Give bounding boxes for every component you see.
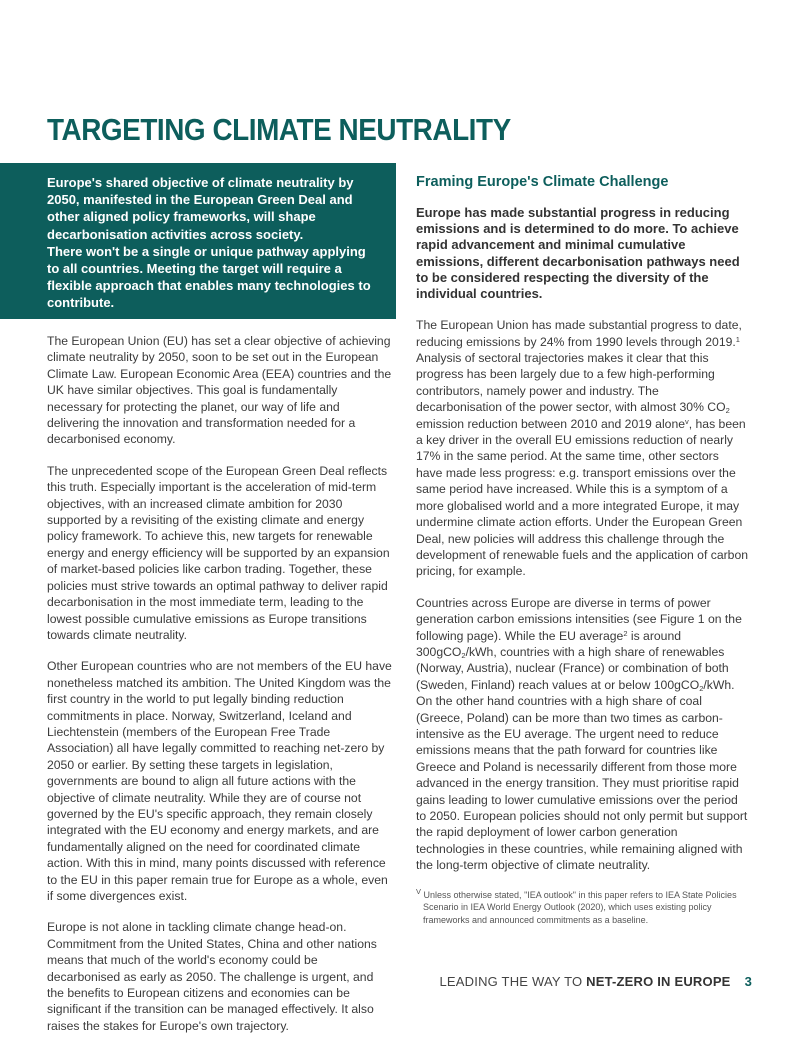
footnote-mark: V bbox=[416, 886, 422, 896]
page-footer bbox=[440, 974, 753, 989]
body-paragraph: The European Union has made substantial progress to date, reducing emissions by 24% from 1990 levels through 2019.$^1$ Analysis of sectoral trajectories makes it clear that this progress has been largely due to a few high-performing contributors, namely power and industry. The decarbonisation of the power sector, with almost 30% $CO_2$ emission reduction between 2010 and 2019 alone$^v$, has been a key driver in the overall EU emissions reduction of nearly 17% in the same period. At the same time, other sectors have made less progress: e.g. transport emissions over the same period have increased. While this is a symptom of a more globalised world and a more integrated Europe, it may undermine climate action efforts. Under the European Green Deal, new policies will address this challenge through the development of renewable fuels and the application of carbon pricing, for example. bbox=[416, 318, 748, 579]
body-paragraph: Other European countries who are not members of the EU have nonetheless matched its ambition. The United Kingdom was the first country in the world to put legally binding reduction commitments in place. Norway, Switzerland, Iceland and Liechtenstein (members of the European Free Trade Association) all have legally committed to reaching net-zero by 2050 or earlier. By setting these targets in legislation, governments are bound to align all future actions with the objective of climate neutrality. While they are of course not governed by the EU's specific approach, they remain closely integrated with the EU economy and energy markets, and are fundamentally aligned on the need for coordinated climate action. With this in mind, many points discussed with reference to the EU in this paper remain true for Europe as a whole, even if some divergences exist. bbox=[47, 659, 392, 903]
section-heading: Framing Europe's Climate Challenge bbox=[416, 174, 669, 190]
footnote-ref: v bbox=[685, 416, 689, 426]
lead-paragraph: Europe has made substantial progress in reducing emissions and is determined to do more. To achieve rapid advancement and minimal cumulative emissions, different decarbonisation pathways need to be considered respecting the diversity of the individual countries. bbox=[416, 205, 740, 302]
footnote-ref: 2 bbox=[623, 628, 628, 638]
subscript: 2 bbox=[725, 406, 730, 416]
left-column bbox=[47, 333, 393, 1049]
subscript: 2 bbox=[461, 650, 466, 660]
right-column bbox=[416, 172, 748, 941]
body-paragraph: Europe is not alone in tackling climate change head-on. Commitment from the United States, China and other nations means that much of the world's economy could be decarbonised as early as 2050. The challenge is urgent, and the benefits to European citizens and economies can be significant if the transition can be managed effectively. It also raises the stakes for Europe's own trajectory. bbox=[47, 920, 377, 1033]
callout-paragraph-2: There won't be a single or unique pathway applying to all countries. Meeting the target will require a flexible approach that enables many technologies to contribute. bbox=[47, 243, 371, 311]
footer-emphasis: NET-ZERO IN EUROPE bbox=[586, 974, 731, 989]
page-number: 3 bbox=[744, 974, 752, 989]
footnote: $^V$ Unless otherwise stated, "IEA outlook" in this paper refers to IEA State Policies Scenario in IEA World Energy Outlook (2020), which uses existing policy frameworks and announced commitments as a baseline. bbox=[416, 886, 737, 925]
callout-paragraph-1: Europe's shared objective of climate neutrality by 2050, manifested in the European Green Deal and other aligned policy frameworks, will shape decarbonisation activities across society. bbox=[47, 175, 354, 242]
subscript: 2 bbox=[699, 683, 704, 693]
page-title: TARGETING CLIMATE NEUTRALITY bbox=[47, 112, 511, 147]
footer-text: LEADING THE WAY TO bbox=[439, 974, 587, 989]
body-paragraph: The European Union (EU) has set a clear objective of achieving climate neutrality by 2050, soon to be set out in the European Climate Law. European Economic Area (EEA) countries and the UK have similar objectives. This goal is fundamentally necessary for protecting the planet, our way of life and delivering the innovation and transformation needed for a decarbonised economy. bbox=[47, 334, 392, 447]
body-paragraph: The unprecedented scope of the European Green Deal reflects this truth. Especially important is the acceleration of mid-term objectives, with an increased climate ambition for 2030 supported by a revisiting of the existing climate and energy policy framework. To achieve this, new targets for renewable energy and energy efficiency will be supported by an expansion of market-based policies like carbon trading. Together, these policies must strive towards an optimal pathway to deliver rapid decarbonisation in the most immediate term, leading to the lowest possible cumulative emissions as Europe transitions towards climate neutrality. bbox=[47, 463, 390, 642]
body-paragraph: Countries across Europe are diverse in terms of power generation carbon emissions intensities (see Figure 1 on the following page). While the EU average$^2$ is around 300gCO$_2$/kWh, countries with a high share of renewables (Norway, Austria), nuclear (France) or combination of both (Sweden, Finland) reach values at or below 100gCO$_2$/kWh. On the other hand countries with a high share of coal (Greece, Poland) can be more than two times as carbon-intensive as the EU average. The urgent need to reduce emissions means that the path forward for countries like Greece and Poland is necessarily different from those more advanced in the energy transition. They must prioritise rapid gains leading to lower cumulative emissions over the period to 2050. European policies should not only permit but support the rapid deployment of lower carbon generation technologies in these countries, while remaining aligned with the long-term objective of climate neutrality. bbox=[416, 595, 748, 873]
key-message-callout bbox=[0, 163, 396, 319]
footnote-ref: 1 bbox=[735, 334, 740, 344]
